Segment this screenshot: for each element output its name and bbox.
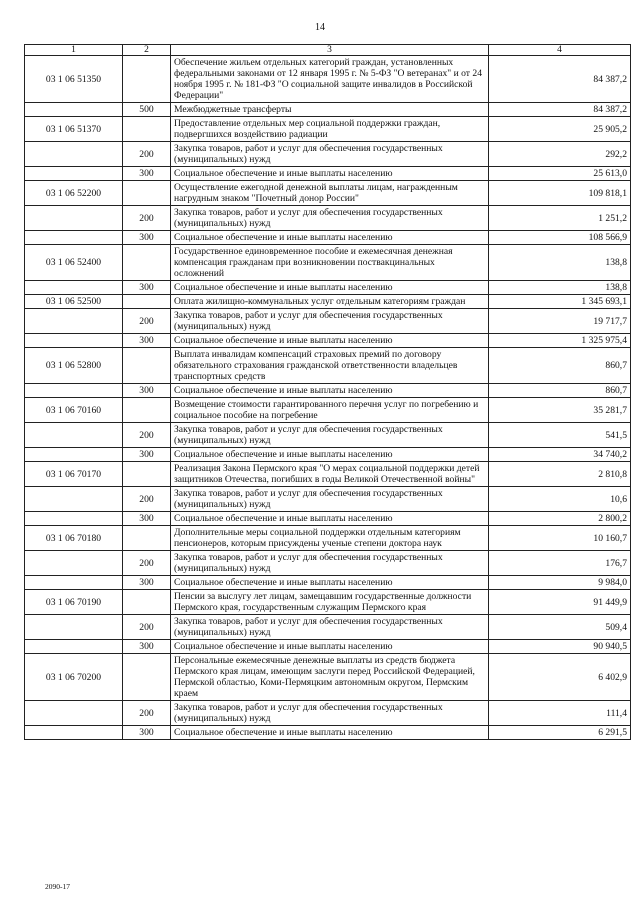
description-cell: Социальное обеспечение и иные выплаты населению [171, 512, 489, 526]
amount-cell: 25 613,0 [489, 167, 631, 181]
amount-cell: 19 717,7 [489, 309, 631, 334]
target-code-cell: 03 1 06 70190 [25, 590, 123, 615]
column-header-4: 4 [489, 45, 631, 56]
amount-cell: 292,2 [489, 142, 631, 167]
expense-type-cell: 200 [123, 701, 171, 726]
table-row [25, 640, 631, 654]
amount-cell: 541,5 [489, 423, 631, 448]
amount-cell: 138,8 [489, 245, 631, 281]
expense-type-cell: 300 [123, 512, 171, 526]
description-cell: Закупка товаров, работ и услуг для обеспечения государственных (муниципальных) нужд [171, 615, 489, 640]
description-cell: Персональные ежемесячные денежные выплаты из средств бюджета Пермского края лицам, имеющим заслуги перед Российской Федерацией, Пермской областью, Коми-Пермяцким автономным округом, Пермским краем [171, 654, 489, 701]
column-header-3: 3 [171, 45, 489, 56]
table-row [25, 142, 631, 167]
target-code-cell: 03 1 06 52200 [25, 181, 123, 206]
document-footer-code: 2090-17 [45, 882, 70, 891]
amount-cell: 34 740,2 [489, 448, 631, 462]
expense-type-cell: 300 [123, 726, 171, 740]
target-code-cell [25, 551, 123, 576]
expense-type-cell: 200 [123, 423, 171, 448]
amount-cell: 1 325 975,4 [489, 334, 631, 348]
description-cell: Социальное обеспечение и иные выплаты населению [171, 231, 489, 245]
table-row [25, 206, 631, 231]
table-row [25, 103, 631, 117]
description-cell: Оплата жилищно-коммунальных услуг отдельным категориям граждан [171, 295, 489, 309]
target-code-cell [25, 726, 123, 740]
table-row [25, 181, 631, 206]
table-row [25, 56, 631, 103]
description-cell: Дополнительные меры социальной поддержки отдельным категориям пенсионеров, которым присуждены ученые степени доктора наук [171, 526, 489, 551]
description-cell: Осуществление ежегодной денежной выплаты лицам, награжденным нагрудным знаком "Почетный донор России" [171, 181, 489, 206]
amount-cell: 509,4 [489, 615, 631, 640]
expense-type-cell: 200 [123, 615, 171, 640]
expense-type-cell [123, 245, 171, 281]
table-row [25, 487, 631, 512]
expense-type-cell [123, 654, 171, 701]
description-cell: Реализация Закона Пермского края "О мерах социальной поддержки детей защитников Отечества, погибших в годы Великой Отечественной войны" [171, 462, 489, 487]
description-cell: Закупка товаров, работ и услуг для обеспечения государственных (муниципальных) нужд [171, 423, 489, 448]
expense-type-cell [123, 348, 171, 384]
table-row [25, 576, 631, 590]
description-cell: Социальное обеспечение и иные выплаты населению [171, 167, 489, 181]
description-cell: Социальное обеспечение и иные выплаты населению [171, 384, 489, 398]
target-code-cell: 03 1 06 51350 [25, 56, 123, 103]
expense-type-cell [123, 181, 171, 206]
description-cell: Социальное обеспечение и иные выплаты населению [171, 726, 489, 740]
description-cell: Выплата инвалидам компенсаций страховых премий по договору обязательного страхования гражданской ответственности владельцев транспортных средств [171, 348, 489, 384]
target-code-cell [25, 615, 123, 640]
table-row [25, 398, 631, 423]
amount-cell: 9 984,0 [489, 576, 631, 590]
expense-type-cell: 300 [123, 384, 171, 398]
expense-type-cell [123, 590, 171, 615]
description-cell: Закупка товаров, работ и услуг для обеспечения государственных (муниципальных) нужд [171, 309, 489, 334]
description-cell: Закупка товаров, работ и услуг для обеспечения государственных (муниципальных) нужд [171, 206, 489, 231]
table-body [25, 56, 631, 740]
expense-type-cell: 300 [123, 281, 171, 295]
table-row [25, 615, 631, 640]
description-cell: Закупка товаров, работ и услуг для обеспечения государственных (муниципальных) нужд [171, 701, 489, 726]
expense-type-cell: 300 [123, 640, 171, 654]
amount-cell: 1 251,2 [489, 206, 631, 231]
expense-type-cell [123, 526, 171, 551]
amount-cell: 84 387,2 [489, 103, 631, 117]
target-code-cell: 03 1 06 70200 [25, 654, 123, 701]
expense-type-cell [123, 56, 171, 103]
amount-cell: 2 810,8 [489, 462, 631, 487]
table-row [25, 701, 631, 726]
table-row [25, 348, 631, 384]
target-code-cell [25, 512, 123, 526]
amount-cell: 2 800,2 [489, 512, 631, 526]
table-header-row [25, 45, 631, 56]
target-code-cell: 03 1 06 52500 [25, 295, 123, 309]
amount-cell: 111,4 [489, 701, 631, 726]
amount-cell: 25 905,2 [489, 117, 631, 142]
description-cell: Закупка товаров, работ и услуг для обеспечения государственных (муниципальных) нужд [171, 487, 489, 512]
amount-cell: 860,7 [489, 348, 631, 384]
amount-cell: 6 291,5 [489, 726, 631, 740]
amount-cell: 109 818,1 [489, 181, 631, 206]
description-cell: Обеспечение жильем отдельных категорий граждан, установленных федеральными законами от 12 января 1995 г. № 5-ФЗ "О ветеранах" и от 24 ноября 1995 г. № 181-ФЗ "О социальной защите инвалидов в Российской Федерации" [171, 56, 489, 103]
description-cell: Социальное обеспечение и иные выплаты населению [171, 281, 489, 295]
table-row [25, 295, 631, 309]
amount-cell: 91 449,9 [489, 590, 631, 615]
description-cell: Социальное обеспечение и иные выплаты населению [171, 640, 489, 654]
target-code-cell: 03 1 06 70180 [25, 526, 123, 551]
table-row [25, 654, 631, 701]
description-cell: Государственное единовременное пособие и ежемесячная денежная компенсация гражданам при возникновении поствакцинальных осложнений [171, 245, 489, 281]
table-row [25, 551, 631, 576]
description-cell: Закупка товаров, работ и услуг для обеспечения государственных (муниципальных) нужд [171, 551, 489, 576]
amount-cell: 6 402,9 [489, 654, 631, 701]
table-row [25, 167, 631, 181]
expense-type-cell [123, 117, 171, 142]
description-cell: Возмещение стоимости гарантированного перечня услуг по погребению и социальное пособие на погребение [171, 398, 489, 423]
table-row [25, 448, 631, 462]
target-code-cell [25, 103, 123, 117]
expense-type-cell: 300 [123, 448, 171, 462]
target-code-cell [25, 309, 123, 334]
target-code-cell [25, 576, 123, 590]
page-number: 14 [315, 22, 325, 33]
table-row [25, 245, 631, 281]
amount-cell: 10 160,7 [489, 526, 631, 551]
target-code-cell [25, 142, 123, 167]
expense-type-cell: 500 [123, 103, 171, 117]
target-code-cell [25, 448, 123, 462]
amount-cell: 10,6 [489, 487, 631, 512]
expense-type-cell [123, 462, 171, 487]
table-row [25, 526, 631, 551]
expense-type-cell: 300 [123, 231, 171, 245]
amount-cell: 84 387,2 [489, 56, 631, 103]
column-header-1: 1 [25, 45, 123, 56]
amount-cell: 35 281,7 [489, 398, 631, 423]
target-code-cell [25, 423, 123, 448]
target-code-cell [25, 334, 123, 348]
expense-type-cell [123, 295, 171, 309]
table-row [25, 334, 631, 348]
expense-type-cell [123, 398, 171, 423]
target-code-cell [25, 167, 123, 181]
table-row [25, 231, 631, 245]
expense-type-cell: 300 [123, 334, 171, 348]
table-row [25, 117, 631, 142]
table-row [25, 384, 631, 398]
expense-type-cell: 300 [123, 576, 171, 590]
description-cell: Социальное обеспечение и иные выплаты населению [171, 334, 489, 348]
table-row [25, 726, 631, 740]
target-code-cell [25, 487, 123, 512]
description-cell: Пенсии за выслугу лет лицам, замещавшим государственные должности Пермского края, государственным служащим Пермского края [171, 590, 489, 615]
target-code-cell [25, 701, 123, 726]
description-cell: Закупка товаров, работ и услуг для обеспечения государственных (муниципальных) нужд [171, 142, 489, 167]
table-row [25, 423, 631, 448]
description-cell: Социальное обеспечение и иные выплаты населению [171, 576, 489, 590]
target-code-cell: 03 1 06 51370 [25, 117, 123, 142]
budget-table [24, 44, 631, 740]
expense-type-cell: 300 [123, 167, 171, 181]
description-cell: Межбюджетные трансферты [171, 103, 489, 117]
column-header-2: 2 [123, 45, 171, 56]
table-row [25, 590, 631, 615]
expense-type-cell: 200 [123, 487, 171, 512]
amount-cell: 860,7 [489, 384, 631, 398]
amount-cell: 1 345 693,1 [489, 295, 631, 309]
target-code-cell [25, 231, 123, 245]
table-row [25, 309, 631, 334]
target-code-cell: 03 1 06 70170 [25, 462, 123, 487]
description-cell: Предоставление отдельных мер социальной поддержки граждан, подвергшихся воздействию радиации [171, 117, 489, 142]
target-code-cell: 03 1 06 52800 [25, 348, 123, 384]
table-row [25, 281, 631, 295]
expense-type-cell: 200 [123, 551, 171, 576]
description-cell: Социальное обеспечение и иные выплаты населению [171, 448, 489, 462]
target-code-cell [25, 206, 123, 231]
target-code-cell [25, 640, 123, 654]
target-code-cell: 03 1 06 52400 [25, 245, 123, 281]
amount-cell: 108 566,9 [489, 231, 631, 245]
expense-type-cell: 200 [123, 206, 171, 231]
table-row [25, 512, 631, 526]
expense-type-cell: 200 [123, 309, 171, 334]
target-code-cell [25, 384, 123, 398]
expense-type-cell: 200 [123, 142, 171, 167]
amount-cell: 176,7 [489, 551, 631, 576]
table-row [25, 462, 631, 487]
amount-cell: 138,8 [489, 281, 631, 295]
target-code-cell [25, 281, 123, 295]
amount-cell: 90 940,5 [489, 640, 631, 654]
target-code-cell: 03 1 06 70160 [25, 398, 123, 423]
